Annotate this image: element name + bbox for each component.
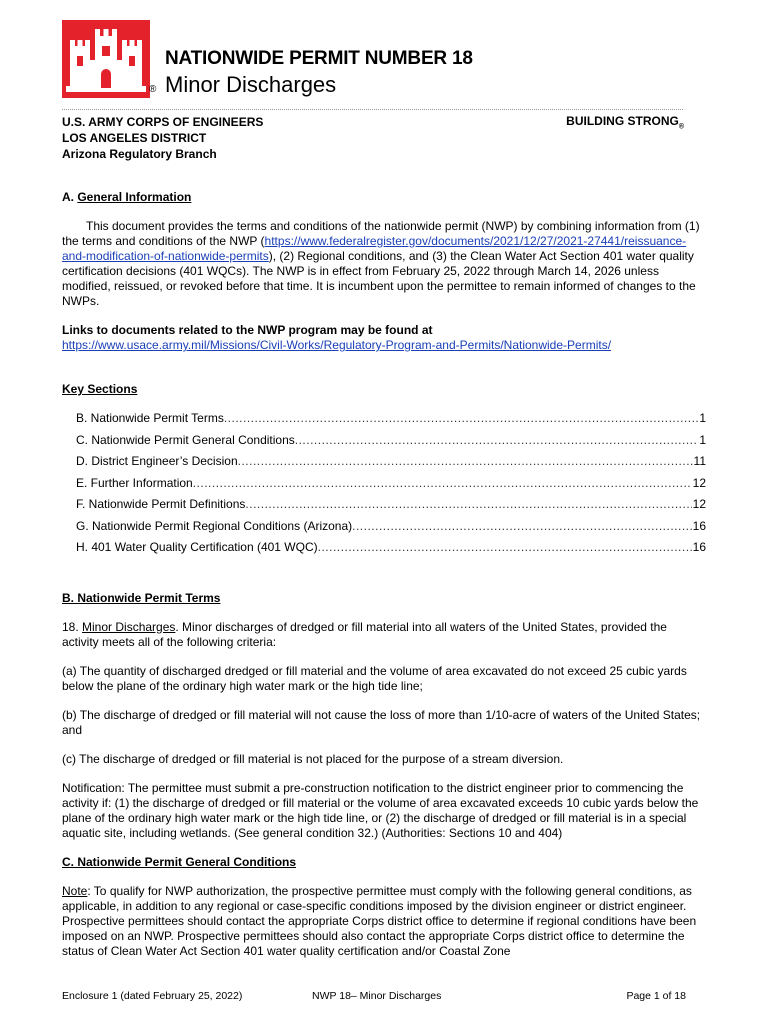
criterion-b: (b) The discharge of dredged or fill material will not cause the loss of more than 1/10-acre of waters of the United States; and [62,707,701,737]
nwp-number: 18. [62,619,83,634]
org-line-2: LOS ANGELES DISTRICT [62,131,207,145]
toc-item-label: D. District Engineer’s Decision [76,454,238,469]
general-info-text-2: ), (2) Regional conditions, and (3) the Clean Water Act Section 401 water quality certification decisions (401 WQCs). The NWP is in effect from February 25, 2022 through March 14, 2026 unless modified, reissued, or revoked before that time. It is incumbent upon the permittee to remain informed of changes to the NWPs. [62,249,696,308]
motto-text: BUILDING STRONG [566,114,679,128]
toc-item-label: C. Nationwide Permit General Conditions [76,432,295,447]
toc-item-label: G. Nationwide Permit Regional Conditions (Arizona) [76,518,353,533]
note-text: : To qualify for NWP authorization, the prospective permittee must comply with the following general conditions, as applicable, in addition to any regional or case-specific conditions imposed by the division engineer or district engineer. Prospective permittees should contact the appropriate Corps district office to determine if regional conditions have been imposed on an NWP. Prospective permittees should also contact the appropriate Corps district office to determine the status of Clean Water Act Section 401 water quality certification and/or Coastal Zone [62,883,697,958]
toc-item[interactable] [76,494,706,516]
page-subtitle [149,72,337,98]
footer-center: NWP 18– Minor Discharges [312,990,442,1002]
toc-leader [238,454,693,469]
toc-item[interactable] [76,473,706,495]
toc-item-page: 1 [699,432,706,447]
section-a-heading [62,190,706,205]
toc-item-page: 1 [699,411,706,426]
toc-item-page: 16 [692,518,706,533]
toc-item-label: H. 401 Water Quality Certification (401 WQC) [76,540,318,555]
toc-item[interactable] [76,516,706,538]
toc-leader [193,476,692,491]
header-divider [62,109,683,110]
toc-leader [295,433,699,448]
criterion-a: (a) The quantity of discharged dredged or fill material and the volume of area excavated do not exceed 25 cubic yards below the plane of the ordinary high water mark or the high tide line; [62,663,687,693]
toc-item-label: B. Nationwide Permit Terms [76,411,224,426]
general-info-text-1: This document provides the terms and conditions of the nationwide permit (NWP) by combining information from (1) the terms and conditions of the NWP ( [62,219,700,248]
toc-leader [352,519,692,534]
org-block [62,114,263,162]
nwp18-intro [62,620,706,650]
toc-item[interactable] [76,430,706,452]
notification-paragraph: Notification: The permittee must submit a pre-construction notification to the district engineer prior to commencing the activity if: (1) the discharge of dredged or fill material or the volume of area excavated exceeds 10 cubic yards below the plane of the ordinary high water mark or the high tide line, or (2) the discharge of dredged or fill material is in a special aquatic site, including wetlands. (See general condition 32.) (Authorities: Sections 10 and 404) [62,780,699,840]
motto [566,114,684,130]
motto-registered-mark: ® [678,123,684,131]
toc-item[interactable] [76,537,706,559]
toc-item-page: 16 [692,540,706,555]
usace-nwp-link[interactable]: https://www.usace.army.mil/Missions/Civil-Works/Regulatory-Program-and-Permits/Nationwide-Permits/ [62,338,612,352]
page-title: NATIONWIDE PERMIT NUMBER 18 [165,48,473,69]
federal-register-link[interactable]: https://www.federalregister.gov/documents/2021/12/27/2021-27441/reissuance-and-modification-of-nationwide-permits [62,234,687,263]
toc-leader [224,411,698,426]
subtitle-registered-mark: ® [149,84,157,95]
criterion-c: (c) The discharge of dredged or fill material is not placed for the purpose of a stream diversion. [62,751,564,766]
section-a-title: General Information [77,190,192,204]
document-body [62,190,706,959]
toc-item-label: E. Further Information [76,475,193,490]
key-sections-list [62,408,706,559]
subtitle-text: Minor Discharges [165,72,337,97]
toc-item-page: 11 [693,454,706,469]
links-heading: Links to documents related to the NWP program may be found at [62,323,433,337]
note-label: Note [62,883,88,898]
org-line-3: Arizona Regulatory Branch [62,147,217,161]
section-c-heading: C. Nationwide Permit General Conditions [62,854,297,869]
org-line-1: U.S. ARMY CORPS OF ENGINEERS [62,115,264,129]
general-conditions-note [62,884,706,959]
footer-left: Enclosure 1 (dated February 25, 2022) [62,990,243,1002]
footer-page-number: Page 1 of 18 [626,990,686,1002]
toc-item[interactable] [76,408,706,430]
toc-item-label: F. Nationwide Permit Definitions [76,497,246,512]
general-info-paragraph [62,219,706,309]
toc-item-page: 12 [692,497,706,512]
links-paragraph [62,338,706,353]
section-b-heading: B. Nationwide Permit Terms [62,590,221,605]
section-a-prefix: A. [62,190,78,204]
toc-item-page: 12 [692,475,706,490]
nwp-intro-text: . Minor discharges of dredged or fill material into all waters of the United States, provided the activity meets all of the following criteria: [62,619,667,649]
toc-leader [245,497,691,512]
usace-castle-logo [62,20,150,98]
key-sections-heading: Key Sections [62,382,138,396]
toc-leader [318,540,692,555]
toc-item[interactable] [76,451,706,473]
nwp-title: Minor Discharges [82,619,176,634]
